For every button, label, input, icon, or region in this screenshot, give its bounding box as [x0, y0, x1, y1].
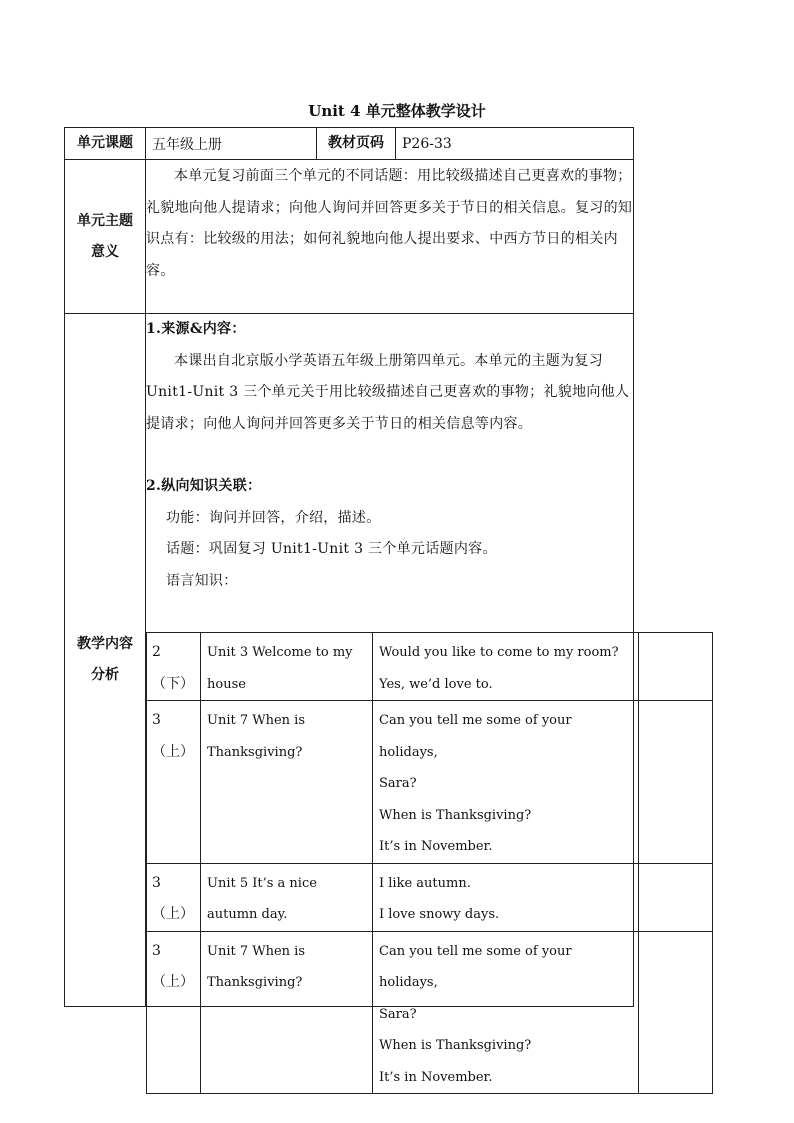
table-row: [147, 701, 713, 864]
grade-cell: 2（下）: [147, 633, 201, 701]
empty-cell: [639, 863, 713, 931]
topic-line: 话题：巩固复习 Unit1-Unit 3 三个单元话题内容。: [166, 541, 497, 557]
unit-line: Unit 5 It’s a nice: [207, 875, 317, 891]
unit-line: Unit 7 When is: [207, 713, 306, 728]
sentence-cell: [373, 863, 639, 931]
spacer: [146, 440, 633, 471]
empty-cell: [639, 633, 713, 701]
sentence-line: Can you tell me some of your holidays,: [379, 943, 572, 990]
sentence-line: It’s in November.: [379, 839, 493, 854]
sentence-line: Yes, we’d love to.: [379, 676, 493, 692]
section1-text: 本课出自北京版小学英语五年级上册第四单元。本单元的主题为复习 Unit1-Unit 3 三个单元关于用比较级描述自己更喜欢的事物；礼貌地向他人提请求；向他人询问并回答更多关于节日的相关信息等内容。: [146, 352, 630, 432]
unit-topic-label: 单元课题: [65, 128, 146, 160]
section1-title: 1.来源&内容：: [146, 321, 246, 337]
unit-cell: [201, 931, 373, 1094]
section2-title: 2.纵向知识关联：: [146, 478, 262, 494]
document-title: Unit 4 单元整体教学设计: [308, 102, 486, 120]
analysis-label: [65, 314, 146, 1007]
empty-cell: [639, 701, 713, 864]
meaning-label-line1: 单元主题: [77, 212, 133, 229]
sentence-cell: [373, 931, 639, 1094]
sentence-line: Would you like to come to my room?: [379, 645, 619, 660]
grade-cell: 3（上）: [147, 863, 201, 931]
sentence-line: When is Thanksgiving?: [379, 807, 532, 823]
unit-line: Unit 3 Welcome to my: [207, 645, 353, 660]
unit-topic-row: [65, 128, 634, 160]
meaning-label-line2: 意义: [91, 243, 119, 260]
sentence-line: Sara?: [379, 1006, 417, 1022]
meaning-content: [146, 160, 634, 314]
unit-topic-value: 五年级上册: [146, 128, 317, 160]
meaning-text: 本单元复习前面三个单元的不同话题：用比较级描述自己更喜欢的事物；礼貌地向他人提请求；向他人询问并回答更多关于节日的相关信息。复习的知识点有：比较级的用法；如何礼貌地向他人提出要求、中西方节日的相关内容。: [146, 168, 633, 279]
language-line: 语言知识：: [166, 572, 238, 589]
analysis-label-line2: 分析: [91, 667, 119, 683]
sentence-line: Can you tell me some of your holidays,: [379, 713, 572, 760]
table-row: [147, 633, 713, 701]
unit-line: Thanksgiving?: [207, 975, 303, 990]
unit-line: Thanksgiving?: [207, 744, 303, 760]
unit-cell: [201, 701, 373, 864]
sentence-line: Sara?: [379, 776, 417, 791]
sentence-line: It’s in November.: [379, 1069, 493, 1085]
table-row: [147, 863, 713, 931]
unit-line: Unit 7 When is: [207, 943, 306, 959]
sentence-cell: [373, 633, 639, 701]
analysis-label-line1: 教学内容: [77, 636, 133, 652]
pages-label: 教材页码: [317, 128, 396, 160]
sentence-line: When is Thanksgiving?: [379, 1038, 532, 1053]
unit-cell: [201, 863, 373, 931]
meaning-label: [65, 160, 146, 314]
pages-value: P26-33: [396, 128, 634, 160]
grade-cell: 3（上）: [147, 931, 201, 1094]
sentence-line: I love snowy days.: [379, 907, 500, 922]
table-row: [147, 931, 713, 1094]
empty-cell: [639, 931, 713, 1094]
unit-cell: [201, 633, 373, 701]
unit-line: autumn day.: [207, 907, 288, 922]
meaning-row: [65, 160, 634, 314]
sentence-line: I like autumn.: [379, 875, 471, 891]
grade-cell: 3（上）: [147, 701, 201, 864]
knowledge-table: [146, 632, 713, 1094]
function-line: 功能：询问并回答，介绍，描述。: [166, 509, 381, 526]
unit-line: house: [207, 676, 246, 692]
sentence-cell: [373, 701, 639, 864]
